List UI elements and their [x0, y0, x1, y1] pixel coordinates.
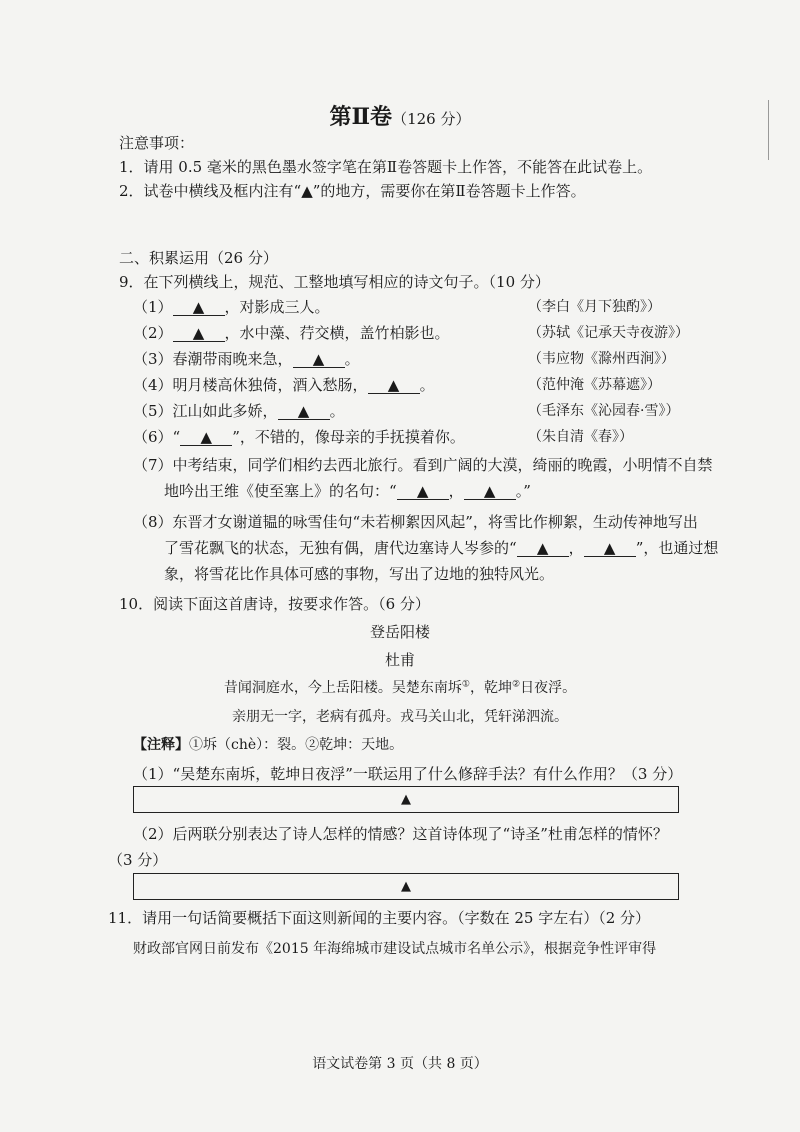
q9-item-5-source: （毛泽东《沁园春·雪》）	[528, 403, 680, 419]
annotation-text: ①坼（chè）：裂。②乾坤：天地。	[189, 737, 404, 753]
q9-item-7-mid: ，	[448, 482, 464, 500]
q9-item-4-num: （4）	[133, 376, 173, 394]
q9-item-1	[133, 296, 330, 317]
q9-item-2-num: （2）	[133, 324, 173, 342]
answer-blank[interactable]: ▲	[584, 541, 636, 557]
answer-blank[interactable]: ▲	[517, 541, 569, 557]
q9-item-3-before: 春潮带雨晚来急，	[172, 350, 293, 368]
q9-item-6-after: ”，不错的，像母亲的手抚摸着你。	[232, 428, 465, 446]
q10-sub-2-line1: （2）后两联分别表达了诗人怎样的情感？这首诗体现了“诗圣”杜甫怎样的情怀？	[133, 825, 668, 843]
poem-line-1-b: ，乾坤	[470, 680, 512, 696]
section-heading: 二、积累运用（26 分）	[119, 249, 278, 267]
q9-item-4	[133, 374, 435, 395]
title-points: （126 分）	[392, 110, 471, 128]
answer-blank[interactable]: ▲	[180, 430, 232, 446]
poem-title: 登岳阳楼	[369, 623, 430, 641]
q10-sub-1: （1）“吴楚东南坼，乾坤日夜浮”一联运用了什么修辞手法？有什么作用？（3 分）	[133, 765, 683, 783]
page-footer: 语文试卷第 3 页（共 8 页）	[312, 1056, 488, 1072]
title-text: 第Ⅱ卷	[329, 104, 393, 130]
poem-note-1: ①	[461, 679, 470, 690]
q9-item-2-after: ，水中藻、荇交横，盖竹柏影也。	[224, 324, 450, 342]
q9-item-8-line3: 象，将雪花比作具体可感的事物，写出了边地的独特风光。	[164, 565, 555, 583]
poem-line-1-c: 日夜浮。	[520, 680, 577, 696]
q9-item-6-num: （6）	[133, 428, 173, 446]
answer-blank[interactable]: ▲	[368, 378, 420, 394]
q9-item-4-before: 明月楼高休独倚，酒入愁肠，	[172, 376, 368, 394]
q9-item-8-mid: ，	[568, 539, 584, 557]
q9-item-5-after: 。	[329, 402, 345, 420]
q9-item-8-line2	[164, 537, 718, 558]
q9-item-2	[133, 322, 450, 343]
answer-box-1[interactable]: ▲	[133, 786, 679, 813]
q9-item-4-after: 。	[419, 376, 435, 394]
question-10-prompt: 10．阅读下面这首唐诗，按要求作答。（6 分）	[119, 595, 430, 613]
q9-item-1-source: （李白《月下独酌》）	[528, 299, 661, 315]
answer-blank[interactable]: ▲	[173, 326, 225, 342]
answer-blank[interactable]: ▲	[278, 404, 330, 420]
poem-note-2: ②	[512, 679, 521, 690]
q9-item-1-num: （1）	[133, 298, 173, 316]
q10-sub-2-line2: （3 分）	[108, 851, 168, 869]
q9-item-5	[133, 400, 345, 421]
q9-item-5-num: （5）	[133, 402, 173, 420]
q9-item-6-before: “	[172, 428, 181, 446]
note-item-1: 1．请用 0.5 毫米的黑色墨水签字笔在第Ⅱ卷答题卡上作答，不能答在此试卷上。	[119, 158, 653, 176]
poem-line-2: 亲朋无一字，老病有孤舟。戎马关山北，凭轩涕泗流。	[232, 709, 568, 725]
answer-blank[interactable]: ▲	[464, 484, 516, 500]
answer-blank[interactable]: ▲	[293, 352, 345, 368]
answer-blank[interactable]: ▲	[173, 300, 225, 316]
annotation-label: 【注释】	[133, 737, 189, 753]
notes-heading: 注意事项：	[119, 134, 195, 152]
q9-item-7-line2	[164, 480, 531, 501]
q9-item-6-source: （朱自清《春》）	[528, 429, 633, 445]
q9-item-3-num: （3）	[133, 350, 173, 368]
poem-line-1-a: 昔闻洞庭水，今上岳阳楼。吴楚东南坼	[223, 680, 462, 696]
answer-blank[interactable]: ▲	[397, 484, 449, 500]
q9-item-3	[133, 348, 360, 369]
q9-item-3-after: 。	[344, 350, 360, 368]
q9-item-5-before: 江山如此多娇，	[172, 402, 278, 420]
q9-item-8-after: ”，也通过想	[635, 539, 719, 557]
question-9-prompt: 9．在下列横线上，规范、工整地填写相应的诗文句子。（10 分）	[119, 273, 550, 291]
q9-item-7-before: 地吟出王维《使至塞上》的名句：“	[164, 482, 397, 500]
page-title	[0, 100, 800, 131]
poem-author: 杜甫	[384, 651, 415, 669]
q11-news-text: 财政部官网日前发布《2015 年海绵城市建设试点城市名单公示》，根据竞争性评审得	[133, 941, 657, 957]
note-item-2: 2．试卷中横线及框内注有“▲”的地方，需要你在第Ⅱ卷答题卡上作答。	[119, 182, 586, 200]
poem-line-1	[0, 677, 800, 697]
q9-item-2-source: （苏轼《记承天寺夜游》）	[528, 325, 689, 341]
q9-item-4-source: （范仲淹《苏幕遮》）	[528, 377, 661, 393]
q9-item-6	[133, 426, 465, 447]
answer-box-2[interactable]: ▲	[133, 873, 679, 900]
poem-annotation	[133, 734, 403, 754]
q9-item-7-after: 。”	[515, 482, 531, 500]
q9-item-3-source: （韦应物《滁州西涧》）	[528, 351, 675, 367]
q9-item-8-line1: （8）东晋才女谢道韫的咏雪佳句“未若柳絮因风起”，将雪比作柳絮，生动传神地写出	[133, 513, 698, 531]
q9-item-8-before: 了雪花飘飞的状态，无独有偶，唐代边塞诗人岑参的“	[164, 539, 517, 557]
q9-item-7-line1: （7）中考结束，同学们相约去西北旅行。看到广阔的大漠，绮丽的晚霞，小明情不自禁	[133, 456, 713, 474]
question-11-prompt: 11．请用一句话简要概括下面这则新闻的主要内容。（字数在 25 字左右）（2 分）	[108, 909, 651, 927]
q9-item-1-after: ，对影成三人。	[224, 298, 330, 316]
